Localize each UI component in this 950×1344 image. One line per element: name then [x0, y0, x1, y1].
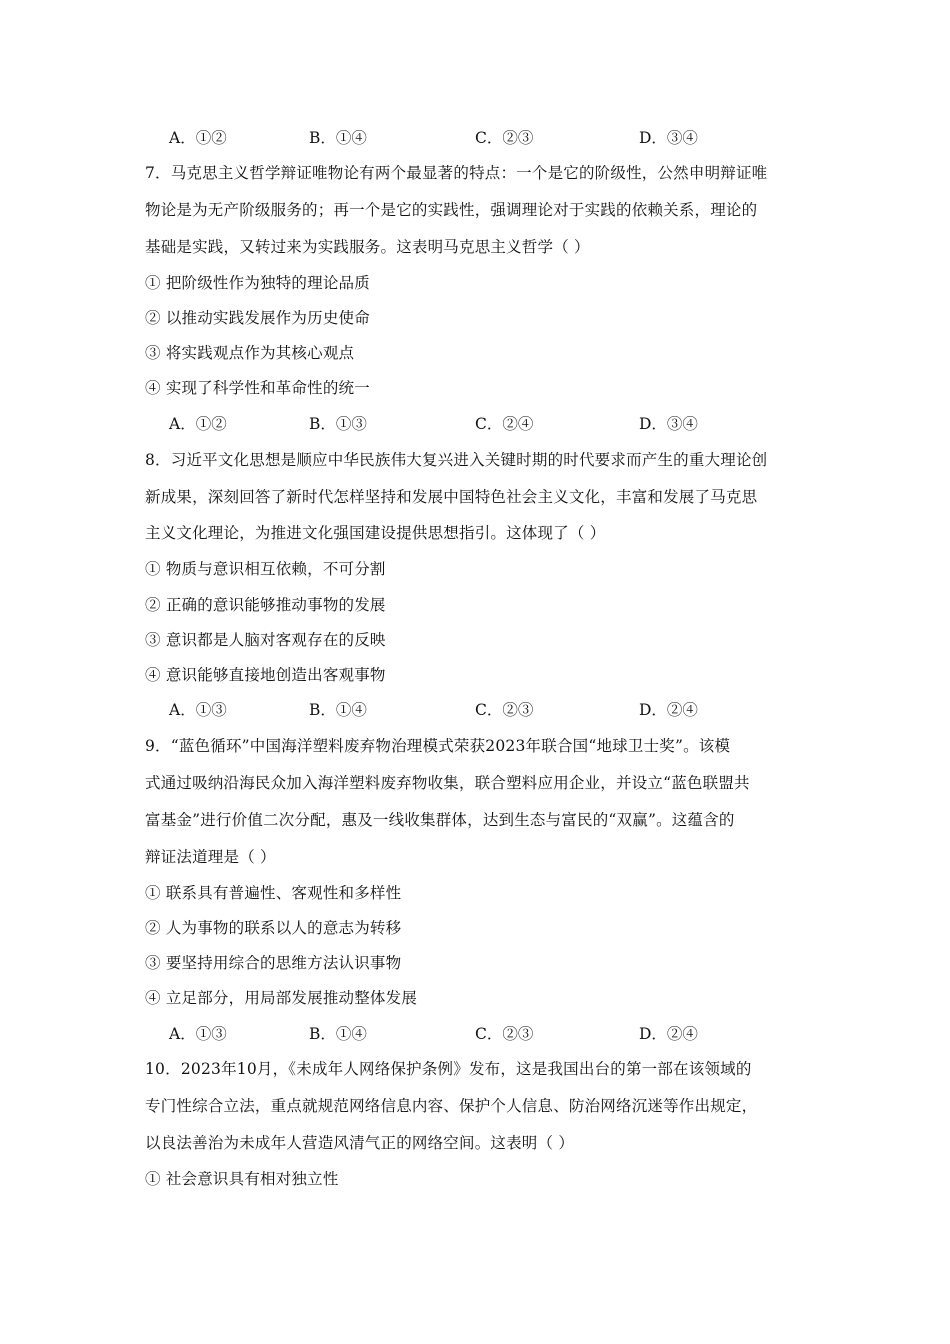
- q7-option-a[interactable]: A．①②: [169, 415, 227, 433]
- q6-option-b[interactable]: B．①④: [309, 129, 367, 147]
- q7-options: [169, 413, 809, 435]
- q7-statement-1: ① 把阶级性作为独特的理论品质: [145, 274, 370, 292]
- q9-statement-1: ① 联系具有普遍性、客观性和多样性: [145, 884, 402, 902]
- q8-option-c[interactable]: C．②③: [475, 701, 534, 719]
- q9-option-a[interactable]: A．①③: [169, 1025, 227, 1043]
- q6-options: [169, 127, 809, 149]
- q10-stem-line-2: 专门性综合立法，重点就规范网络信息内容、保护个人信息、防治网络沉迷等作出规定，: [145, 1097, 758, 1115]
- q10-stem-line-3: 以良法善治为未成年人营造风清气正的网络空间。这表明（ ）: [145, 1134, 575, 1152]
- q9-option-d[interactable]: D．②④: [639, 1025, 698, 1043]
- q9-stem-line-4: 辩证法道理是（ ）: [145, 848, 276, 866]
- q6-option-c[interactable]: C．②③: [475, 129, 534, 147]
- q8-stem-line-3: 主义文化理论，为推进文化强国建设提供思想指引。这体现了（ ）: [145, 524, 606, 542]
- q7-option-c[interactable]: C．②④: [475, 415, 534, 433]
- q8-statement-1: ① 物质与意识相互依赖，不可分割: [145, 560, 386, 578]
- q7-option-b[interactable]: B．①③: [309, 415, 367, 433]
- q9-stem-line-1: 9．“蓝色循环”中国海洋塑料废弃物治理模式荣获2023年联合国“地球卫士奖”。该模: [145, 737, 731, 755]
- q8-stem-line-2: 新成果，深刻回答了新时代怎样坚持和发展中国特色社会主义文化，丰富和发展了马克思: [145, 488, 758, 506]
- q7-stem-line-1: 7．马克思主义哲学辩证唯物论有两个最显著的特点：一个是它的阶级性，公然申明辩证唯: [145, 164, 768, 182]
- q8-options: [169, 699, 809, 721]
- q8-stem-line-1: 8．习近平文化思想是顺应中华民族伟大复兴进入关键时期的时代要求而产生的重大理论创: [145, 451, 768, 469]
- q9-statement-4: ④ 立足部分，用局部发展推动整体发展: [145, 989, 418, 1007]
- q9-statement-3: ③ 要坚持用综合的思维方法认识事物: [145, 954, 402, 972]
- q7-option-d[interactable]: D．③④: [639, 415, 698, 433]
- q6-option-d[interactable]: D．③④: [639, 129, 698, 147]
- q8-statement-2: ② 正确的意识能够推动事物的发展: [145, 596, 386, 614]
- q7-statement-2: ② 以推动实践发展作为历史使命: [145, 309, 370, 327]
- q9-stem-line-3: 富基金”进行价值二次分配，惠及一线收集群体，达到生态与富民的“双赢”。这蕴含的: [145, 811, 735, 829]
- q8-option-a[interactable]: A．①③: [169, 701, 227, 719]
- q7-statement-3: ③ 将实践观点作为其核心观点: [145, 344, 355, 362]
- q9-option-c[interactable]: C．②③: [475, 1025, 534, 1043]
- q8-option-b[interactable]: B．①④: [309, 701, 367, 719]
- q7-stem-line-3: 基础是实践，又转过来为实践服务。这表明马克思主义哲学（ ）: [145, 238, 590, 256]
- q6-option-a[interactable]: A．①②: [169, 129, 227, 147]
- q8-statement-4: ④ 意识能够直接地创造出客观事物: [145, 666, 386, 684]
- q10-statement-1: ① 社会意识具有相对独立性: [145, 1170, 339, 1188]
- q9-options: [169, 1023, 809, 1045]
- q9-option-b[interactable]: B．①④: [309, 1025, 367, 1043]
- q8-statement-3: ③ 意识都是人脑对客观存在的反映: [145, 631, 386, 649]
- q7-stem-line-2: 物论是为无产阶级服务的；再一个是它的实践性，强调理论对于实践的依赖关系，理论的: [145, 201, 758, 219]
- q10-stem-line-1: 10．2023年10月，《未成年人网络保护条例》发布，这是我国出台的第一部在该领域的: [145, 1060, 752, 1078]
- q8-option-d[interactable]: D．②④: [639, 701, 698, 719]
- q9-stem-line-2: 式通过吸纳沿海民众加入海洋塑料废弃物收集，联合塑料应用企业，并设立“蓝色联盟共: [145, 774, 750, 792]
- q7-statement-4: ④ 实现了科学性和革命性的统一: [145, 379, 370, 397]
- q9-statement-2: ② 人为事物的联系以人的意志为转移: [145, 919, 402, 937]
